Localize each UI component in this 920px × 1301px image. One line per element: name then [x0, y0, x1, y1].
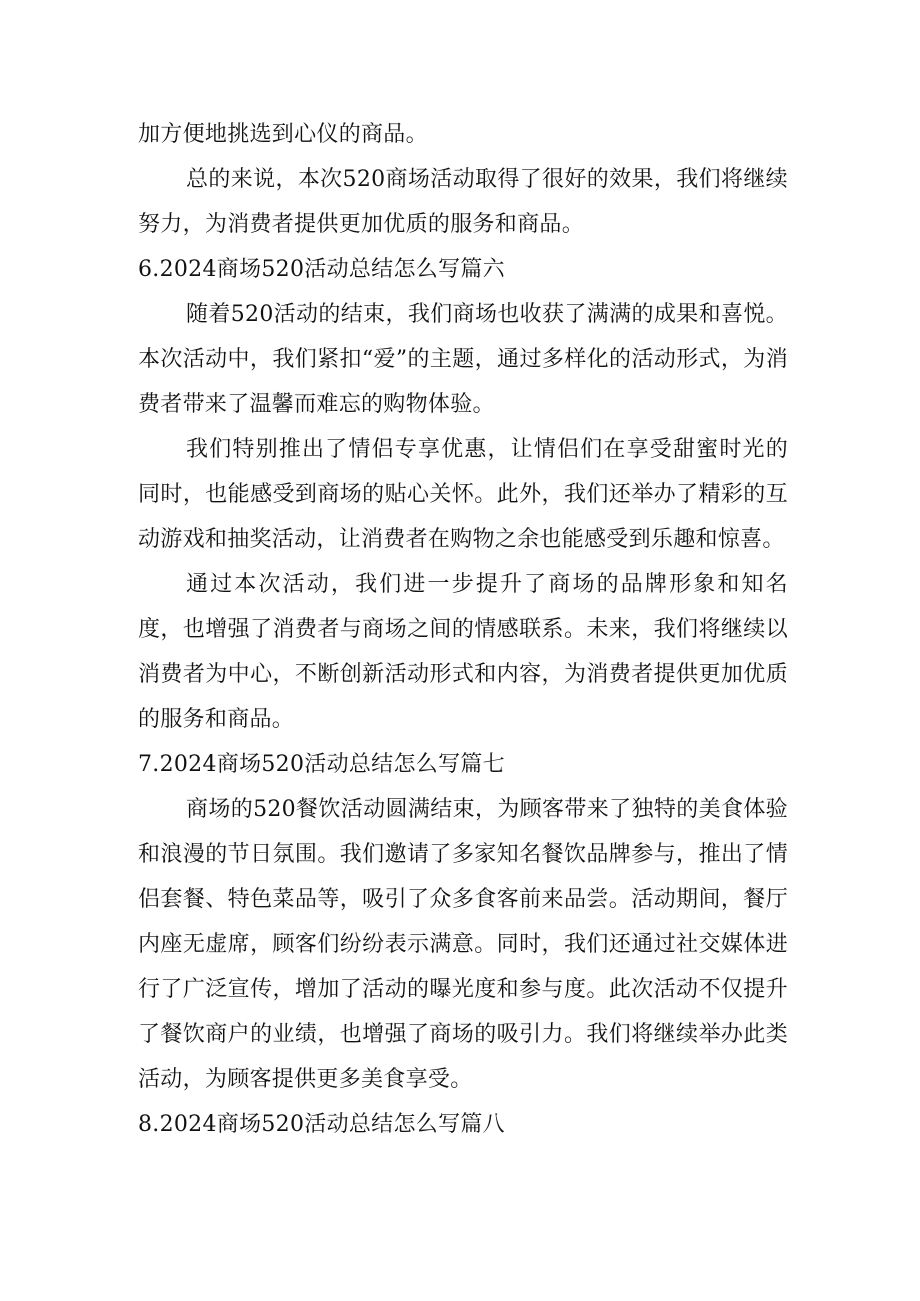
paragraph-continuation: 加方便地挑选到心仪的商品。 [138, 122, 428, 147]
paragraph-6-2: 我们特别推出了情侣专享优惠，让情侣们在享受甜蜜时光的同时，也能感受到商场的贴心关怀。此外，我们还举办了精彩的互动游戏和抽奖活动，让消费者在购物之余也能感受到乐趣和惊喜。 [138, 437, 788, 552]
paragraph-6-1: 随着520活动的结束，我们商场也收获了满满的成果和喜悦。本次活动中，我们紧扣“爱”的主题，通过多样化的活动形式，为消费者带来了温馨而难忘的购物体验。 [138, 302, 788, 417]
section-heading-6: 6.2024商场520活动总结怎么写篇六 [138, 257, 505, 282]
paragraph-summary: 总的来说，本次520商场活动取得了很好的效果，我们将继续努力，为消费者提供更加优质的服务和商品。 [138, 167, 788, 237]
section-heading-8: 8.2024商场520活动总结怎么写篇八 [138, 1112, 505, 1137]
paragraph-7-1: 商场的520餐饮活动圆满结束，为顾客带来了独特的美食体验和浪漫的节日氛围。我们邀请了多家知名餐饮品牌参与，推出了情侣套餐、特色菜品等，吸引了众多食客前来品尝。活动期间，餐厅内座无虚席，顾客们纷纷表示满意。同时，我们还通过社交媒体进行了广泛宣传，增加了活动的曝光度和参与度。此次活动不仅提升了餐饮商户的业绩，也增强了商场的吸引力。我们将继续举办此类活动，为顾客提供更多美食享受。 [138, 797, 788, 1092]
document-body [138, 112, 788, 1147]
paragraph-6-3: 通过本次活动，我们进一步提升了商场的品牌形象和知名度，也增强了消费者与商场之间的情感联系。未来，我们将继续以消费者为中心，不断创新活动形式和内容，为消费者提供更加优质的服务和商品。 [138, 572, 788, 732]
section-heading-7: 7.2024商场520活动总结怎么写篇七 [138, 752, 505, 777]
